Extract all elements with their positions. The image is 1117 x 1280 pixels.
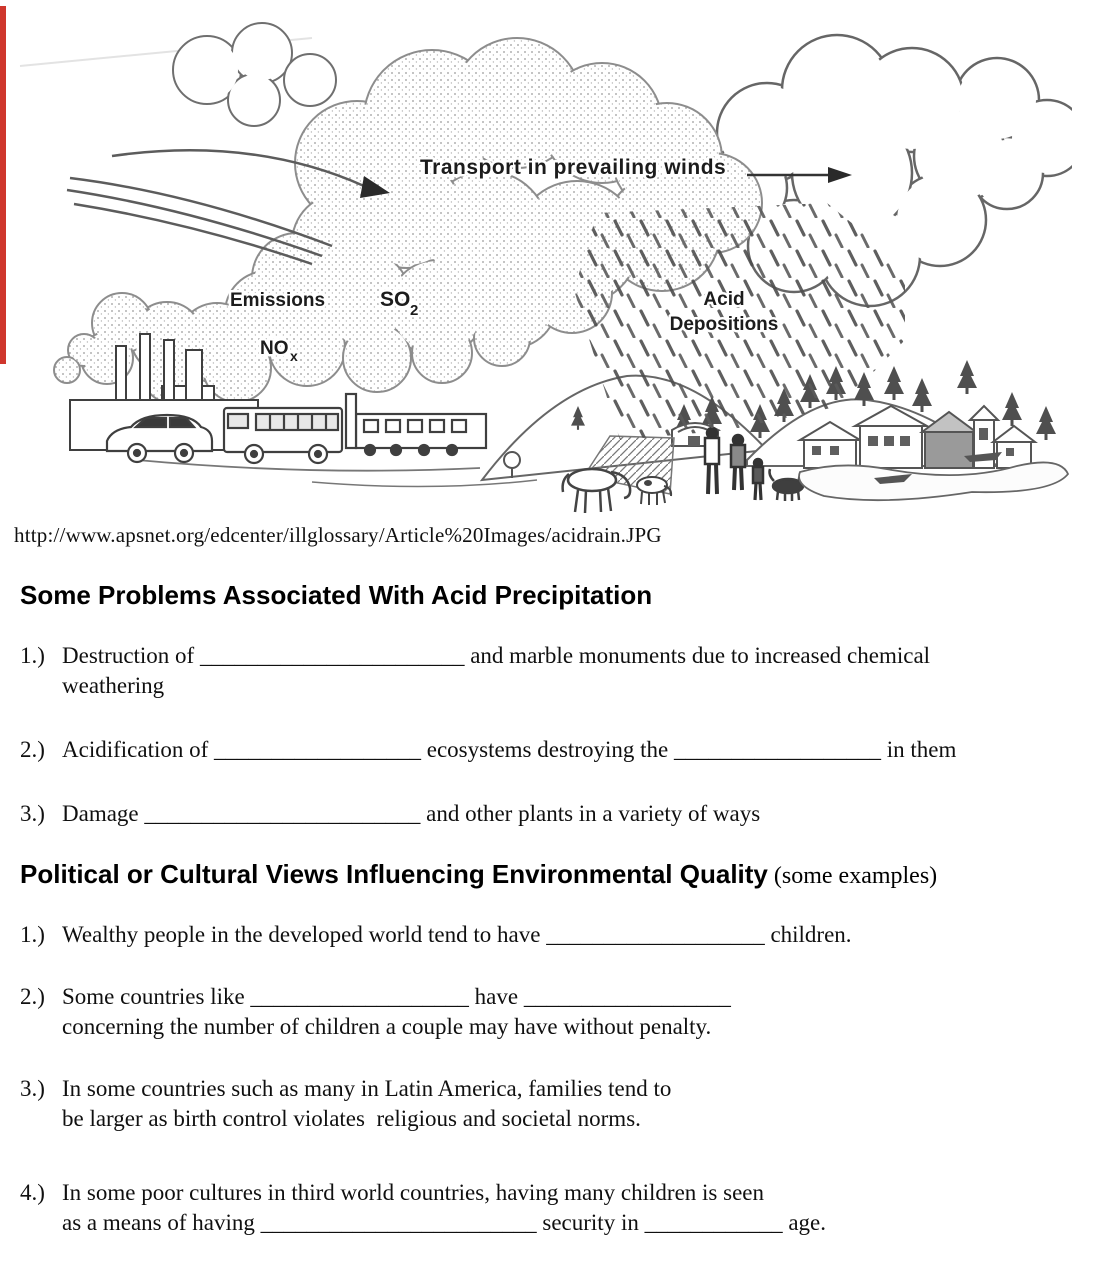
item-line: Acidification of __________________ ecosystems destroying the __________________ in them [62,737,957,762]
item-number: 3.) [20,801,45,826]
so2-label: SO [380,288,411,311]
train [346,394,486,455]
figure-source-url: http://www.apsnet.org/edcenter/illglossary/Article%20Images/acidrain.JPG [14,523,662,547]
acid-rain-diagram [12,8,1072,513]
item-line: Destruction of _______________________ and marble monuments due to increased chemical [62,643,931,668]
item-line: Some countries like ___________________ have __________________ [62,984,731,1009]
problem-item-2 [20,735,1117,765]
item-line: as a means of having ________________________ security in ____________ age. [62,1210,826,1235]
bus [224,408,342,463]
political-item-4 [20,1178,1117,1238]
item-line: Wealthy people in the developed world tend to have ___________________ children. [62,922,852,947]
problem-item-3 [20,799,1117,829]
item-number: 2.) [20,984,45,1009]
problem-item-1 [20,641,1117,701]
item-line: In some countries such as many in Latin America, families tend to [62,1076,672,1101]
political-item-1 [20,920,1117,950]
heading-problems [20,580,1117,611]
heading-political-text: Political or Cultural Views Influencing Environmental Quality [20,859,768,889]
heading-political-suffix: (some examples) [767,863,938,889]
heading-political [20,859,1117,890]
item-line: In some poor cultures in third world countries, having many children is seen [62,1180,764,1205]
item-line: Damage ________________________ and other plants in a variety of ways [62,801,761,826]
political-item-2 [20,982,1117,1042]
item-number: 1.) [20,922,45,947]
item-line: concerning the number of children a couple may have without penalty. [62,1014,712,1039]
item-line: be larger as birth control violates religious and societal norms. [62,1106,641,1131]
transport-label: Transport in prevailing winds [420,156,727,179]
acid-label-line1: Acid [703,289,745,310]
heading-problems-text: Some Problems Associated With Acid Precipitation [20,580,653,610]
emissions-label: Emissions [230,290,326,311]
item-number: 3.) [20,1076,45,1101]
political-item-3 [20,1074,1117,1134]
nox-subscript: x [290,348,298,364]
acid-rain-illustration [12,8,1072,513]
horse [563,469,631,513]
item-number: 1.) [20,643,45,668]
acid-label-line2: Depositions [669,314,779,335]
so2-subscript: 2 [410,302,419,319]
red-scan-artifact [0,6,6,364]
item-line: weathering [62,673,165,698]
nox-label: NO [260,338,289,359]
item-number: 4.) [20,1180,45,1205]
item-number: 2.) [20,737,45,762]
